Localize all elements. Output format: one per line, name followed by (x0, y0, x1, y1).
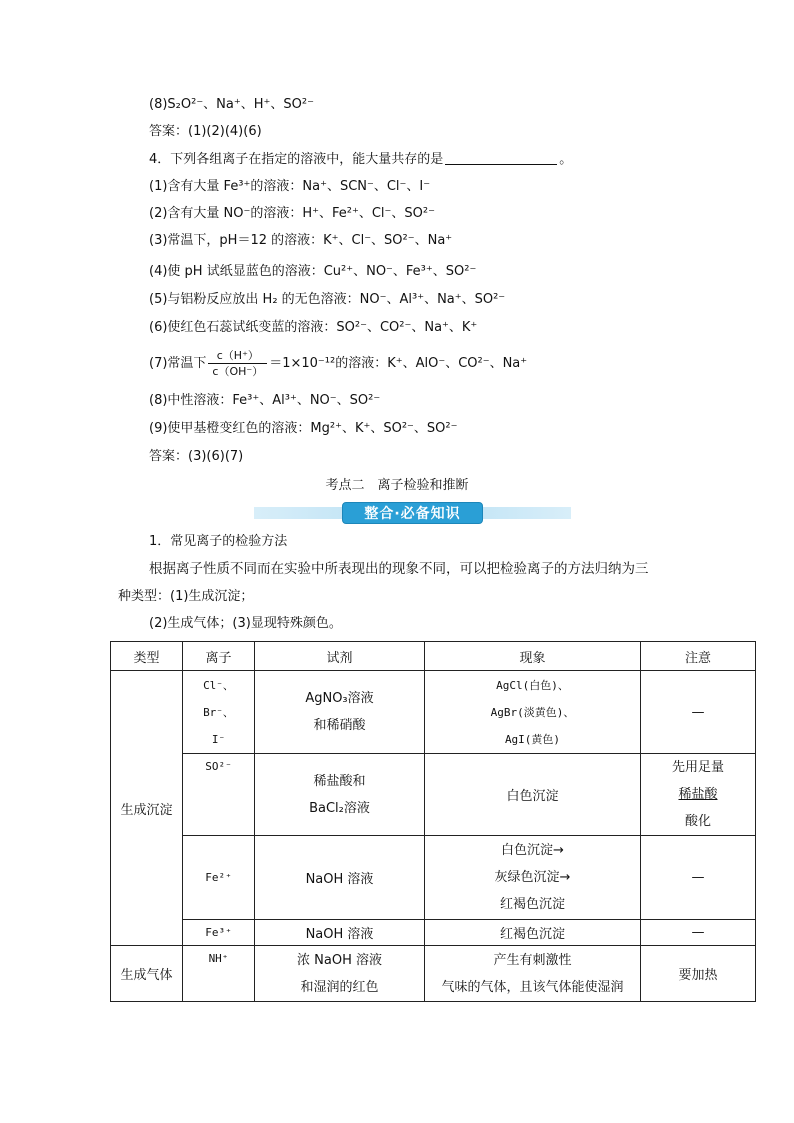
phenomenon-line: AgCl(白色)、 (496, 678, 569, 692)
table-row (111, 671, 756, 754)
phenomenon-line: 红褐色沉淀 (499, 897, 565, 912)
header-note: 注意 (641, 642, 756, 671)
answer-2: 答案：(3)(6)(7) (149, 449, 244, 464)
reagent-cell (255, 946, 425, 1002)
fraction-denominator: c（OH⁻） (212, 365, 264, 378)
phenomenon-line: AgBr(淡黄色)、 (490, 705, 575, 719)
answer-blank (445, 150, 557, 165)
header-phenomenon: 现象 (425, 642, 641, 671)
phenomenon-line: 气味的气体，且该气体能使湿润 (441, 979, 624, 995)
phenomenon-cell (425, 671, 641, 754)
table-row (111, 836, 756, 920)
ion-cell: Fe²⁺ (183, 836, 255, 920)
reagent-line: AgNO₃溶液 (305, 691, 374, 706)
option-9: (9)使甲基橙变红色的溶液：Mg²⁺、K⁺、SO²⁻、SO²⁻ (149, 421, 458, 436)
option-7-prefix: (7)常温下 (149, 356, 207, 371)
option-3: (3)常温下，pH＝12 的溶液：K⁺、Cl⁻、SO²⁻、Na⁺ (149, 233, 453, 248)
phenomenon-cell (425, 836, 641, 920)
banner-label: 整合·必备知识 (342, 502, 483, 524)
intro-heading: 1．常见离子的检验方法 (149, 534, 288, 549)
note-cell (641, 754, 756, 836)
intro-paragraph-3: (2)生成气体；(3)显现特殊颜色。 (149, 616, 342, 631)
phenomenon-cell: 白色沉淀 (425, 754, 641, 836)
reagent-cell (255, 754, 425, 836)
option-6: (6)使红色石蕊试纸变蓝的溶液：SO²⁻、CO²⁻、Na⁺、K⁺ (149, 320, 478, 335)
reagent-cell: NaOH 溶液 (255, 920, 425, 946)
ion-line: Cl⁻、 (203, 678, 234, 692)
table-header-row (111, 642, 756, 671)
phenomenon-cell (425, 946, 641, 1002)
option-5: (5)与铝粉反应放出 H₂ 的无色溶液：NO⁻、Al³⁺、Na⁺、SO²⁻ (149, 292, 506, 307)
phenomenon-cell: 红褐色沉淀 (425, 920, 641, 946)
table-row (111, 754, 756, 836)
section-banner (254, 502, 571, 524)
reagent-line: BaCl₂溶液 (309, 800, 370, 816)
note-line: 酸化 (684, 814, 711, 829)
section-title: 考点二 离子检验和推断 (325, 478, 469, 493)
reagent-line: 稀盐酸和 (313, 773, 366, 789)
ion-cell: SO²⁻ (183, 754, 255, 836)
note-line: 先用足量 (671, 760, 724, 775)
fraction (208, 348, 267, 379)
answer-1: 答案：(1)(2)(4)(6) (149, 124, 262, 139)
header-type: 类型 (111, 642, 183, 671)
phenomenon-line: 灰绿色沉淀→ (494, 870, 571, 885)
phenomenon-line: AgI(黄色) (504, 732, 561, 746)
header-reagent: 试剂 (255, 642, 425, 671)
intro-paragraph-2: 种类型：(1)生成沉淀； (118, 589, 254, 604)
option-7-suffix: ＝1×10⁻¹²的溶液：K⁺、AlO⁻、CO²⁻、Na⁺ (269, 356, 528, 371)
ion-cell: Fe³⁺ (183, 920, 255, 946)
phenomenon-line: 产生有刺激性 (493, 952, 572, 968)
note-cell: 要加热 (641, 946, 756, 1002)
group-precipitate: 生成沉淀 (111, 671, 183, 946)
question-4 (149, 149, 572, 171)
reagent-cell: NaOH 溶液 (255, 836, 425, 920)
question-4-text: 4．下列各组离子在指定的溶液中，能大量共存的是 (149, 152, 444, 167)
group-gas: 生成气体 (111, 946, 183, 1002)
reagent-line: 和稀硝酸 (313, 718, 366, 733)
note-cell: — (641, 671, 756, 754)
note-cell: — (641, 836, 756, 920)
option-2: (2)含有大量 NO⁻的溶液：H⁺、Fe²⁺、Cl⁻、SO²⁻ (149, 206, 435, 221)
note-line: 稀盐酸 (678, 787, 718, 802)
table-row (111, 920, 756, 946)
ion-line: Br⁻、 (203, 705, 234, 719)
option-4: (4)使 pH 试纸显蓝色的溶液：Cu²⁺、NO⁻、Fe³⁺、SO²⁻ (149, 264, 477, 279)
reagent-line: 浓 NaOH 溶液 (297, 952, 382, 968)
option-8: (8)中性溶液：Fe³⁺、Al³⁺、NO⁻、SO²⁻ (149, 393, 381, 408)
ion-cell: NH⁺ (183, 946, 255, 1002)
ion-test-table (110, 641, 756, 1002)
fraction-numerator: c（H⁺） (208, 348, 267, 364)
question-4-end: 。 (559, 152, 573, 167)
option-7 (149, 344, 527, 384)
reagent-line: 和湿润的红色 (300, 979, 379, 995)
option-1: (1)含有大量 Fe³⁺的溶液：Na⁺、SCN⁻、Cl⁻、I⁻ (149, 179, 431, 194)
table-row (111, 946, 756, 1002)
intro-paragraph-1: 根据离子性质不同而在实验中所表现出的现象不同，可以把检验离子的方法归纳为三 (149, 561, 649, 577)
phenomenon-line: 白色沉淀→ (501, 843, 564, 858)
note-cell: — (641, 920, 756, 946)
ion-cell (183, 671, 255, 754)
reagent-cell (255, 671, 425, 754)
line-8: (8)S₂O²⁻、Na⁺、H⁺、SO²⁻ (149, 97, 314, 112)
ion-line: I⁻ (211, 732, 226, 746)
header-ion: 离子 (183, 642, 255, 671)
